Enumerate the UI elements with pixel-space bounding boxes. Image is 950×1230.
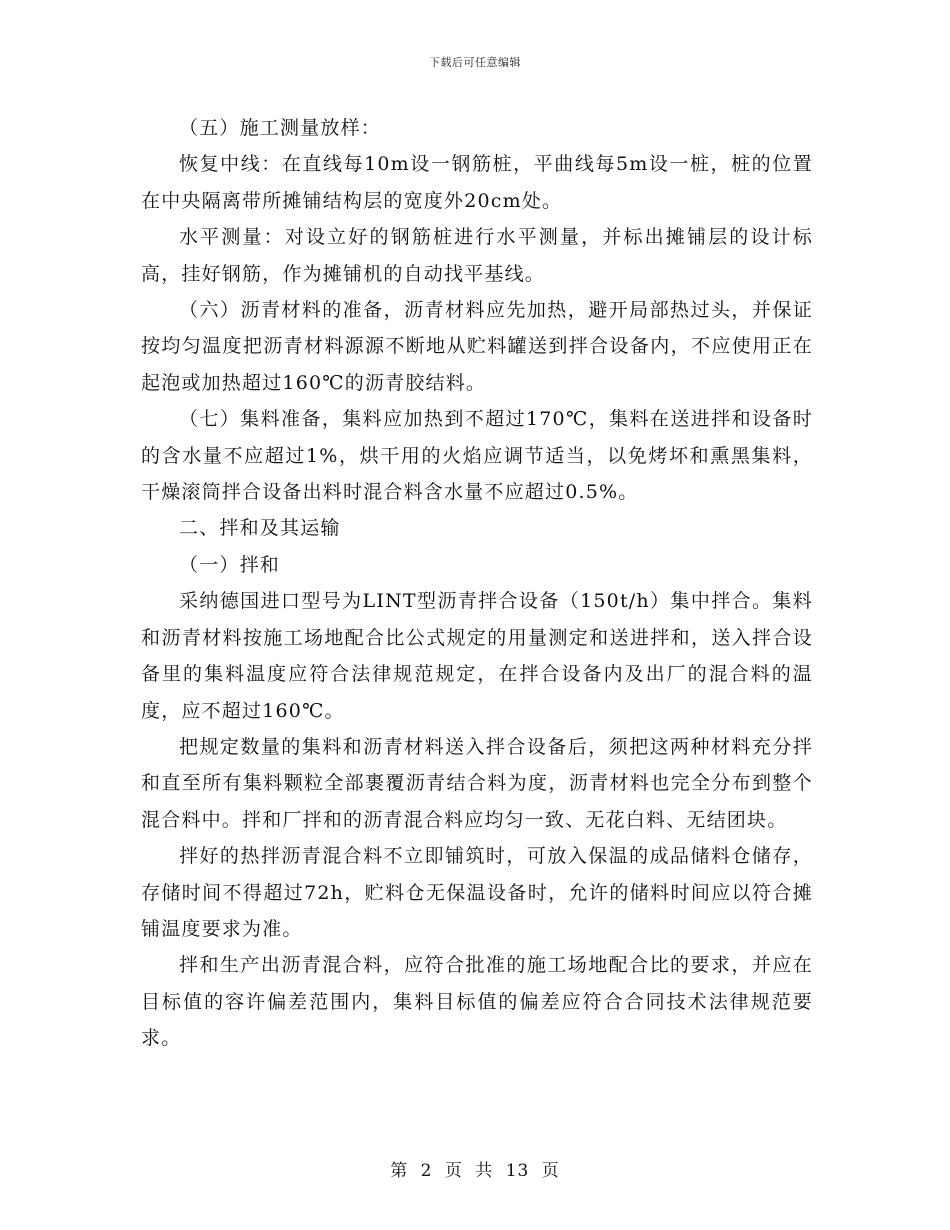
section-heading-mixing-transport: 二、拌和及其运输 [179, 517, 341, 540]
section-heading-survey: （五）施工测量放样： [179, 117, 382, 139]
section-heading-mixing: （一）拌和 [179, 553, 281, 576]
paragraph-mixing-process: 把规定数量的集料和沥青材料送入拌合设备后，须把这两种材料充分拌和直至所有集料颗粒全部裹覆沥青结合料为度，沥青材料也完全分布到整个混合料中。拌和厂拌和的沥青混合料应均匀一致、无花白料、无结团块。 [141, 735, 813, 831]
paragraph-mixing-plant: 采纳德国进口型号为LINT型沥青拌合设备（150t/h）集中拌合。集料和沥青材料按施工场地配合比公式规定的用量测定和送进拌和，送入拌合设备里的集料温度应符合法律规范规定，在拌合设备内及出厂的混合料的温度，应不超过160℃。 [141, 590, 813, 722]
paragraph-centerline: 恢复中线：在直线每10m设一钢筋桩，平曲线每5m设一桩，桩的位置在中央隔离带所摊铺结构层的宽度外20cm处。 [141, 153, 813, 212]
paragraph-mix-requirements: 拌和生产出沥青混合料，应符合批准的施工场地配合比的要求，并应在目标值的容许偏差范围内，集料目标值的偏差应符合合同技术法律规范要求。 [141, 954, 813, 1050]
paragraph-aggregate-prep: （七）集料准备，集料应加热到不超过170℃，集料在送进拌和设备时的含水量不应超过1%，烘干用的火焰应调节适当，以免烤坏和熏黑集料，干燥滚筒拌合设备出料时混合料含水量不应超过0.5%。 [141, 408, 813, 504]
document-body [141, 110, 813, 1057]
paragraph-leveling: 水平测量：对设立好的钢筋桩进行水平测量，并标出摊铺层的设计标高，挂好钢筋，作为摊铺机的自动找平基线。 [141, 226, 813, 285]
paragraph-asphalt-prep: （六）沥青材料的准备，沥青材料应先加热，避开局部热过头，并保证按均匀温度把沥青材料源源不断地从贮料罐送到拌合设备内，不应使用正在起泡或加热超过160℃的沥青胶结料。 [141, 299, 813, 394]
page-number: 第 2 页 共 13 页 [390, 1161, 560, 1181]
page-header: 下载后可任意编辑 [429, 56, 521, 69]
paragraph-storage: 拌好的热拌沥青混合料不立即铺筑时，可放入保温的成品储料仓储存，存储时间不得超过72h，贮料仓无保温设备时，允许的储料时间应以符合摊铺温度要求为准。 [141, 845, 813, 940]
